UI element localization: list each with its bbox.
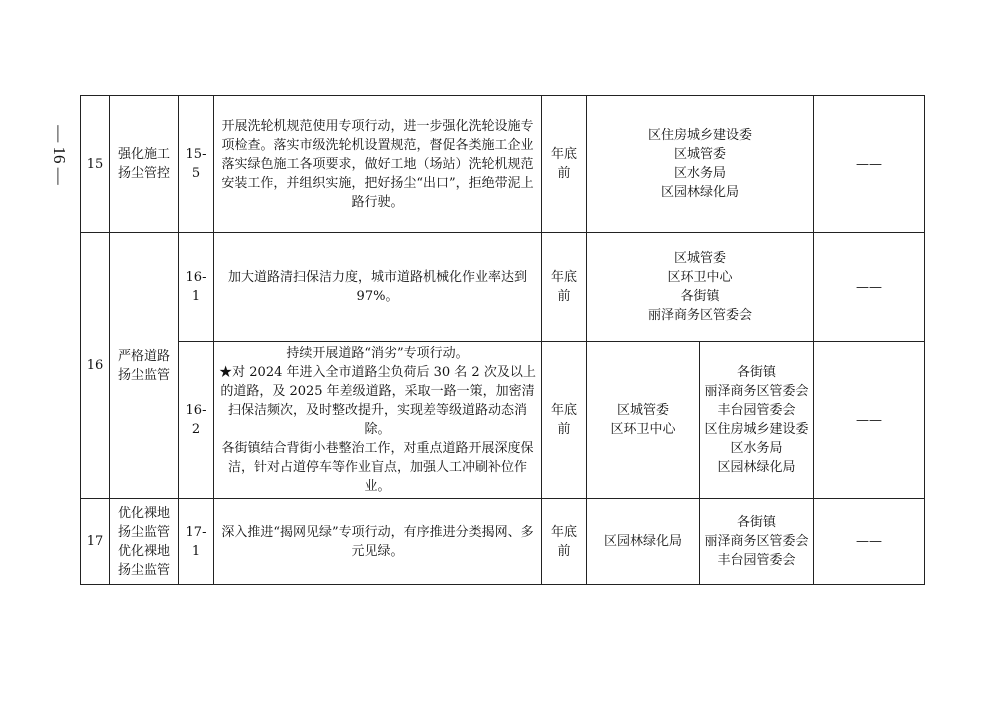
- page-number-label: — 16 —: [50, 125, 69, 185]
- table-row: [81, 342, 925, 499]
- lead-cell: [587, 96, 814, 233]
- support-unit: 丽泽商务区管委会: [704, 384, 809, 399]
- content-text: 持续开展道路“消劣”专项行动。 ★对 2024 年进入全市道路尘负荷后 30 名 2 次及以上的道路，及 2025 年差级道路，采取一路一策，加密清扫保洁频次，及时整改提升，实现差等级道路动态消除。 各街镇结合背街小巷整治工作，对重点道路开展深度保洁，针对占道停车等作业盲点，加强人工冲刷补位作业。: [219, 346, 536, 494]
- table-row: [81, 96, 925, 233]
- lead-unit: 区水务局: [674, 166, 727, 181]
- table-row: [81, 233, 925, 342]
- remark-cell: ——: [814, 96, 925, 233]
- lead-unit: 区园林绿化局: [661, 185, 740, 200]
- deadline-cell: 年底前: [542, 96, 587, 233]
- seq-cell: 16: [81, 233, 110, 499]
- support-unit: 各街镇: [737, 365, 777, 380]
- support-unit: 区住房城乡建设委: [704, 422, 809, 437]
- lead-cell: [587, 233, 814, 342]
- category-cell: 严格道路扬尘监管: [110, 233, 179, 499]
- seq-cell: 17: [81, 499, 110, 585]
- content-cell: 加大道路清扫保洁力度，城市道路机械化作业率达到 97%。: [214, 233, 542, 342]
- lead-unit: 区园林绿化局: [603, 534, 682, 549]
- task-table: [80, 95, 925, 585]
- seq-cell: 15: [81, 96, 110, 233]
- lead-cell: [587, 499, 700, 585]
- content-cell: 开展洗轮机规范使用专项行动，进一步强化洗轮设施专项检查。落实市级洗轮机设置规范，督促各类施工企业落实绿色施工各项要求，做好工地（场站）洗轮机规范安装工作，并组织实施，把好扬尘“出口”，拒绝带泥上路行驶。: [214, 96, 542, 233]
- code-cell: 16-2: [179, 342, 214, 499]
- support-unit: 区水务局: [730, 441, 783, 456]
- content-cell: 深入推进“揭网见绿”专项行动，有序推进分类揭网、多元见绿。: [214, 499, 542, 585]
- support-unit: 各街镇: [737, 515, 777, 530]
- category-cell: 强化施工扬尘管控: [110, 96, 179, 233]
- lead-unit: 各街镇: [680, 289, 720, 304]
- lead-unit: 区城管委: [616, 403, 669, 418]
- remark-cell: ——: [814, 499, 925, 585]
- code-cell: 17-1: [179, 499, 214, 585]
- lead-unit: 丽泽商务区管委会: [648, 308, 753, 323]
- category-cell: 优化裸地扬尘监管优化裸地扬尘监管: [110, 499, 179, 585]
- support-unit: 丽泽商务区管委会: [704, 534, 809, 549]
- deadline-cell: 年底前: [542, 499, 587, 585]
- page-number: [44, 110, 74, 200]
- lead-unit: 区住房城乡建设委: [648, 128, 753, 143]
- table-row: [81, 499, 925, 585]
- support-unit: 丰台园管委会: [717, 553, 796, 568]
- code-cell: 15-5: [179, 96, 214, 233]
- code-cell: 16-1: [179, 233, 214, 342]
- remark-cell: ——: [814, 233, 925, 342]
- remark-cell: ——: [814, 342, 925, 499]
- deadline-cell: 年底前: [542, 233, 587, 342]
- support-cell: [700, 342, 814, 499]
- support-unit: 区园林绿化局: [717, 460, 796, 475]
- lead-unit: 区环卫中心: [610, 422, 676, 437]
- lead-unit: 区城管委: [674, 147, 727, 162]
- content-cell: [214, 342, 542, 499]
- deadline-cell: 年底前: [542, 342, 587, 499]
- support-cell: [700, 499, 814, 585]
- support-unit: 丰台园管委会: [717, 403, 796, 418]
- lead-unit: 区城管委: [674, 251, 727, 266]
- lead-cell: [587, 342, 700, 499]
- lead-unit: 区环卫中心: [667, 270, 733, 285]
